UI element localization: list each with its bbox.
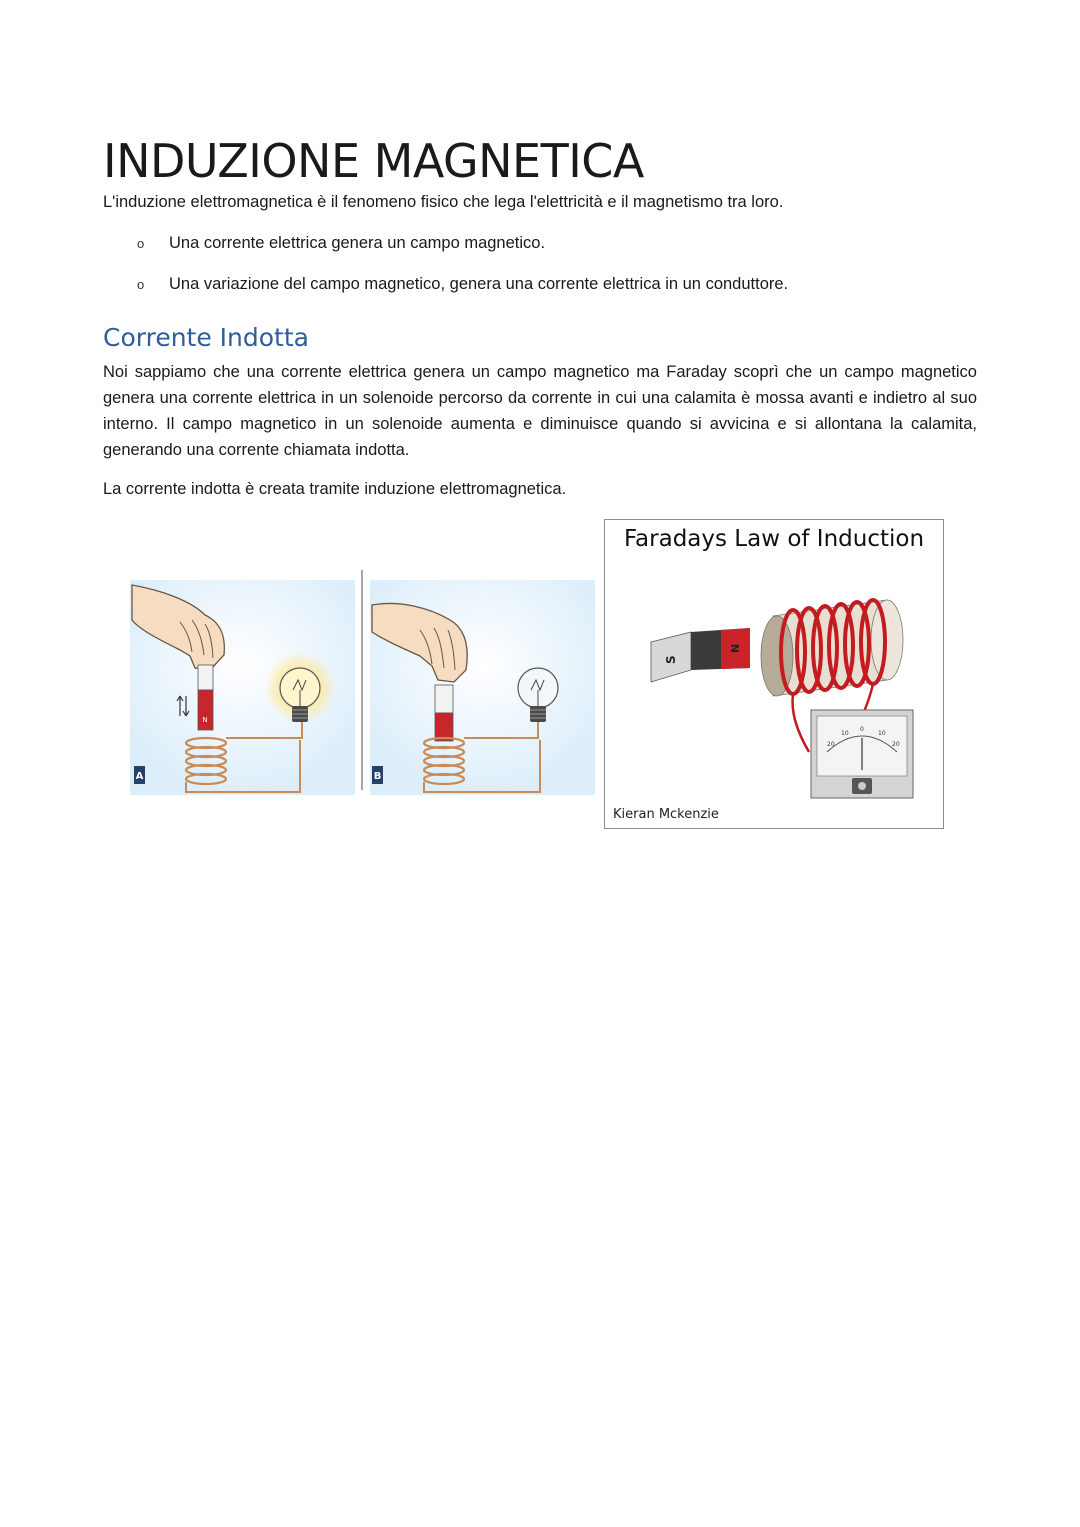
meter-tick: 0 xyxy=(860,726,864,733)
bullet-text: Una variazione del campo magnetico, genera una corrente elettrica in un conduttore. xyxy=(169,275,789,293)
section-heading: Corrente Indotta xyxy=(103,323,309,352)
magnet-b-bottom xyxy=(435,713,453,741)
faraday-figure xyxy=(604,519,944,829)
magnet-s-label: S xyxy=(664,655,678,664)
meter-tick: 20 xyxy=(892,741,900,748)
faraday-title: Faradays Law of Induction xyxy=(623,526,925,552)
intro-text: L'induzione elettromagnetica è il fenomeno fisico che lega l'elettricità e il magnetismo tra loro. xyxy=(103,193,784,211)
label-a: A xyxy=(135,771,144,782)
magnet-n-label: N xyxy=(729,643,742,653)
meter-tick: 10 xyxy=(841,730,849,737)
magnet-pole-label: N xyxy=(202,716,208,724)
body-paragraph-2: La corrente indotta è creata tramite induzione elettromagnetica. xyxy=(103,480,567,498)
faraday-credit: Kieran Mckenzie xyxy=(613,807,719,822)
list-item xyxy=(137,275,788,294)
bullet-text: Una corrente elettrica genera un campo magnetico. xyxy=(169,234,546,252)
meter-tick: 20 xyxy=(827,741,835,748)
list-item xyxy=(137,234,545,253)
magnet-a-bottom xyxy=(198,690,213,730)
magnet-a-top xyxy=(198,665,213,690)
meter-tick: 10 xyxy=(878,730,886,737)
page-title: INDUZIONE MAGNETICA xyxy=(103,134,644,188)
induction-illustration xyxy=(120,560,600,820)
bullet-marker: o xyxy=(137,277,145,292)
label-b: B xyxy=(373,771,382,782)
magnet-b-top xyxy=(435,685,453,713)
body-paragraph: Noi sappiamo che una corrente elettrica genera un campo magnetico ma Faraday scoprì che un campo magnetico genera una corrente elettrica in un solenoide percorso da corrente in cui una calamita è mossa avanti e indietro al suo interno. Il campo magnetico in un solenoide aumenta e diminuisce quando si avvicina e si allontana la calamita, generando una corrente chiamata indotta. xyxy=(103,363,977,459)
bullet-marker: o xyxy=(137,236,145,251)
faraday-illustration xyxy=(605,520,942,827)
